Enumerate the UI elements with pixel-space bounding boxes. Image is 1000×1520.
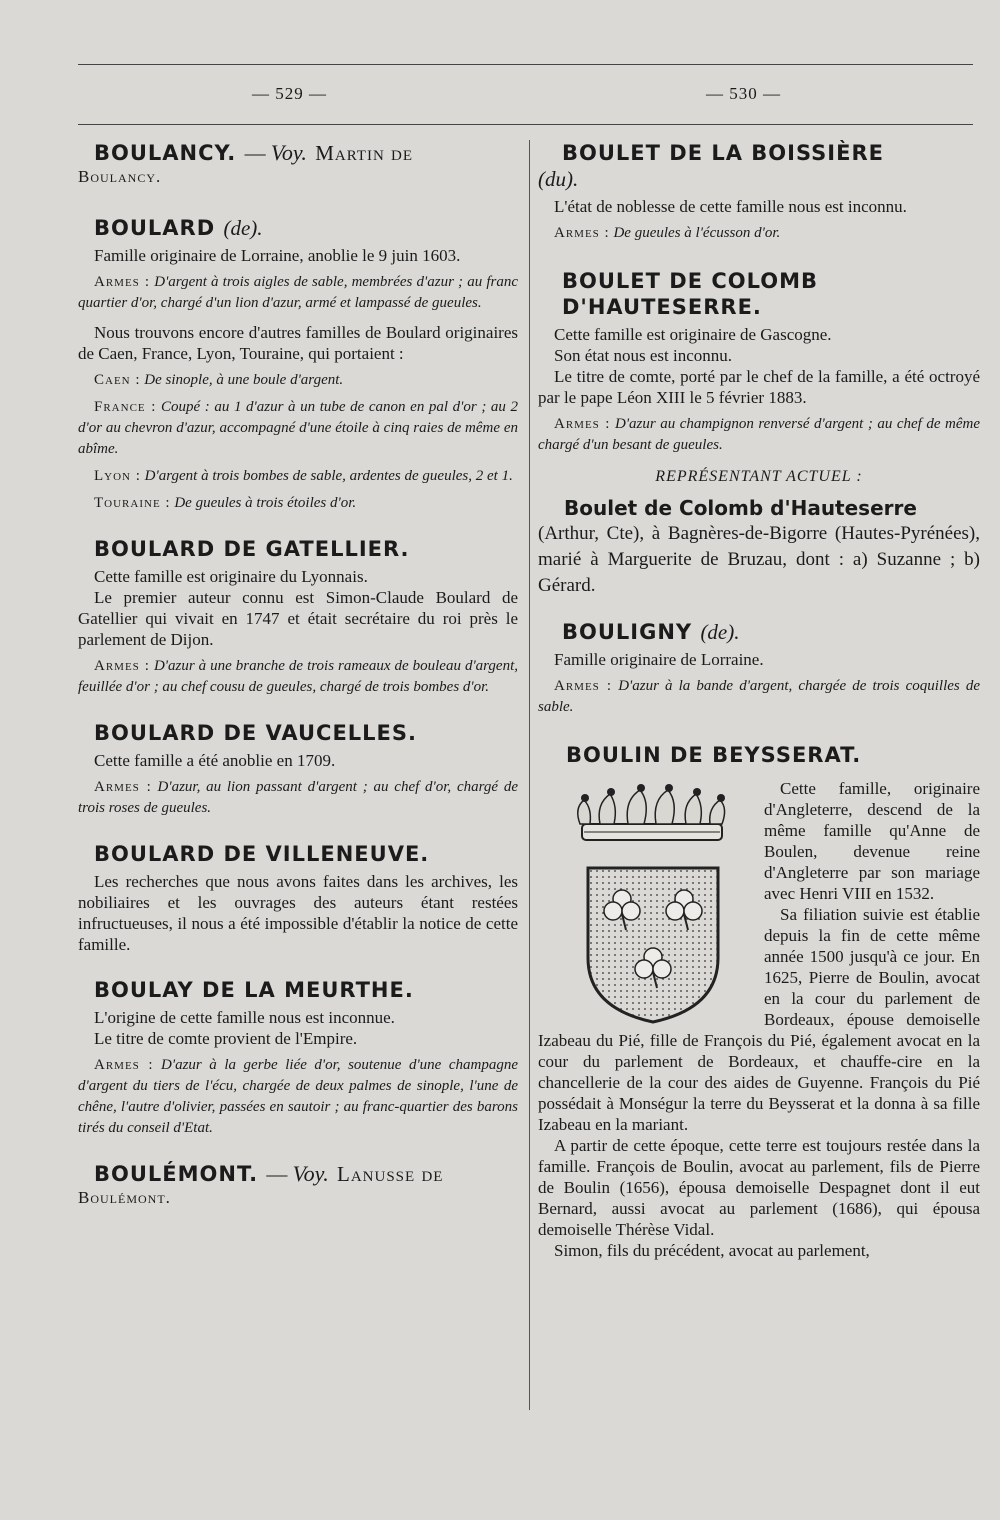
paragraph: L'origine de cette famille nous est inconnue. bbox=[94, 1008, 395, 1027]
paragraph: Cette famille est originaire de Gascogne. bbox=[554, 325, 832, 344]
page-number-left: — 529 — bbox=[252, 84, 327, 103]
arms-line bbox=[78, 1055, 518, 1139]
arms-label: Armes : bbox=[94, 658, 150, 674]
entry-boulancy bbox=[78, 140, 518, 187]
paragraph: A partir de cette époque, cette terre est toujours restée dans la famille. François de Boulin, avocat au parlement, fils de Pierre de Boulin (1656), épousa demoiselle Despagnet dont il eut Bernard, aussi avocat au parlement (1686), qui épousa demoiselle Thérèse Vidal. bbox=[538, 1136, 980, 1239]
arms-line bbox=[538, 223, 980, 244]
arms-line bbox=[538, 676, 980, 718]
heading-dash: — bbox=[244, 141, 266, 165]
entry-beysserat bbox=[538, 742, 980, 1261]
right-column bbox=[538, 140, 980, 1277]
arms-text: D'argent à trois bombes de sable, ardentes de gueules, 2 et 1. bbox=[144, 468, 513, 484]
heading-ref-continued: Boulancy. bbox=[78, 167, 162, 186]
paragraph: Cette famille est originaire du Lyonnais. bbox=[94, 567, 368, 586]
paragraph: Simon, fils du précédent, avocat au parlement, bbox=[554, 1241, 870, 1260]
left-column bbox=[78, 140, 518, 1224]
heading-dash: — bbox=[266, 1162, 288, 1186]
heading-name: BOULARD bbox=[94, 216, 216, 240]
paragraph: Le titre de comte, porté par le chef de la famille, a été octroyé par le pape Léon XIII le 5 février 1883. bbox=[538, 367, 980, 407]
entry-boulemont bbox=[78, 1161, 518, 1208]
heading-voy: Voy. bbox=[292, 1161, 329, 1186]
heading-name: BOULANCY. bbox=[94, 141, 237, 165]
arms-label: Caen : bbox=[94, 372, 141, 388]
arms-line bbox=[538, 414, 980, 456]
arms-text: D'azur, au lion passant d'argent ; au chef d'or, chargé de trois roses de gueules. bbox=[78, 779, 518, 816]
entry-heading: BOULET DE LA BOISSIÈRE bbox=[562, 141, 884, 165]
entry-boulard bbox=[78, 215, 518, 514]
representative-details: (Arthur, Cte), à Bagnères-de-Bigorre (Hautes-Pyrénées), marié à Marguerite de Bruzau, dont : a) Suzanne ; b) Gérard. bbox=[538, 523, 980, 596]
heading-name: BOULÉMONT. bbox=[94, 1162, 259, 1186]
arms-line bbox=[78, 777, 518, 819]
paragraph: Le premier auteur connu est Simon-Claude Boulard de Gatellier qui vivait en 1747 et était secrétaire du roi près le parlement de Dijon. bbox=[78, 588, 518, 649]
page-number-right: — 530 — bbox=[706, 84, 781, 103]
arms-label: Armes : bbox=[554, 416, 611, 432]
arms-label: France : bbox=[94, 399, 157, 415]
entry-heading-continued bbox=[538, 166, 980, 192]
arms-text: D'azur à une branche de trois rameaux de bouleau d'argent, feuillée d'or ; au chef cousu de gueules, chargé de trois bombes d'or. bbox=[78, 658, 519, 695]
paragraph: Sa filiation suivie est établie depuis la fin de cette même année 1500 jusqu'à ce jour. En 1625, Pierre de Boulin, avocat en la cour du parlement de Bordeaux, épouse demoiselle Izabeau du Pié, fille de François du Pié, également avocat en la cour du parlement de Bordeaux, et chauffe-cire en la chancellerie de la cour des aides de Guyenne. François du Pié possédait à Monségur la terre du Beysserat et la donna à sa fille Izabeau en la mariant. bbox=[538, 905, 980, 1134]
entry-heading: BOULARD DE VILLENEUVE. bbox=[94, 842, 430, 866]
heading-name: BOULIGNY bbox=[562, 620, 693, 644]
coat-of-arms-illustration bbox=[540, 778, 758, 1028]
arms-label: Armes : bbox=[94, 1057, 154, 1073]
paragraph: Nous trouvons encore d'autres familles de Boulard originaires de Caen, France, Lyon, Touraine, qui portaient : bbox=[78, 323, 518, 363]
heading-particle: (du). bbox=[538, 167, 579, 191]
entry-heading: BOULIN DE BEYSSERAT. bbox=[566, 743, 862, 767]
arms-label: Lyon : bbox=[94, 468, 141, 484]
paragraph: Cette famille a été anoblie en 1709. bbox=[94, 751, 336, 770]
paragraph: Famille originaire de Lorraine. bbox=[554, 650, 764, 669]
entry-heading: BOULAY DE LA MEURTHE. bbox=[94, 978, 414, 1002]
arms-line bbox=[78, 493, 518, 514]
arms-text: D'argent à trois aigles de sable, membrées d'azur ; au franc quartier d'or, chargé d'un lion d'azur, armé et lampassé de gueules. bbox=[78, 274, 518, 311]
entry-gatellier bbox=[78, 536, 518, 698]
entry-heading: BOULET DE COLOMB D'HAUTESERRE. bbox=[562, 269, 819, 319]
arms-text: D'azur à la bande d'argent, chargée de trois coquilles de sable. bbox=[538, 678, 980, 715]
arms-text: De sinople, à une boule d'argent. bbox=[144, 372, 344, 388]
top-rule bbox=[78, 64, 973, 65]
paragraph: L'état de noblesse de cette famille nous est inconnu. bbox=[554, 197, 907, 216]
arms-text: De gueules à l'écusson d'or. bbox=[613, 225, 781, 241]
entry-vaucelles bbox=[78, 720, 518, 819]
entry-heading bbox=[94, 140, 518, 166]
arms-label: Armes : bbox=[94, 779, 152, 795]
header-rule bbox=[78, 124, 973, 125]
arms-label: Armes : bbox=[554, 225, 610, 241]
entry-boissiere bbox=[538, 140, 980, 244]
arms-text: De gueules à trois étoiles d'or. bbox=[174, 495, 357, 511]
column-divider bbox=[529, 140, 530, 1410]
entry-colomb bbox=[538, 268, 980, 599]
representative-title: REPRÉSENTANT ACTUEL : bbox=[655, 468, 863, 485]
heading-voy: Voy. bbox=[270, 140, 307, 165]
coat-of-arms-icon bbox=[540, 778, 758, 1028]
entry-meurthe bbox=[78, 977, 518, 1139]
arms-text: Coupé : au 1 d'azur à un tube de canon en pal d'or ; au 2 d'or au chevron d'azur, accompagné d'une étoile à cinq raies de même en abîme. bbox=[78, 399, 519, 457]
arms-line bbox=[78, 370, 518, 391]
paragraph: Cette famille, originaire d'Angleterre, descend de la même famille qu'Anne de Boulen, devenue reine d'Angleterre par son mariage avec Henri VIII en 1532. bbox=[764, 779, 980, 903]
paragraph: Le titre de comte provient de l'Empire. bbox=[94, 1029, 358, 1048]
heading-ref: Martin de bbox=[315, 141, 414, 165]
entry-bouligny bbox=[538, 619, 980, 718]
arms-line bbox=[78, 397, 518, 460]
heading-ref: Lanusse de bbox=[337, 1162, 444, 1186]
arms-line bbox=[78, 466, 518, 487]
arms-text: D'azur à la gerbe liée d'or, soutenue d'une champagne d'argent du tiers de l'écu, chargée de deux palmes de sinople, l'une de chêne, l'autre d'olivier, passées en sautoir ; au franc-quartier des barons tirés du conseil d'Etat. bbox=[78, 1057, 518, 1136]
entry-heading bbox=[94, 215, 518, 241]
heading-particle: (de). bbox=[700, 620, 740, 644]
arms-label: Armes : bbox=[94, 274, 151, 290]
entry-heading bbox=[94, 1161, 518, 1187]
paragraph: Famille originaire de Lorraine, anoblie le 9 juin 1603. bbox=[94, 246, 461, 265]
entry-heading: BOULARD DE GATELLIER. bbox=[94, 537, 410, 561]
entry-villeneuve bbox=[78, 841, 518, 955]
arms-label: Touraine : bbox=[94, 495, 171, 511]
arms-line bbox=[78, 272, 518, 314]
arms-line bbox=[78, 656, 518, 698]
paragraph: Son état nous est inconnu. bbox=[554, 346, 733, 365]
arms-text: D'azur au champignon renversé d'argent ; au chef de même chargé d'un besant de gueules. bbox=[538, 416, 980, 453]
representative-name: Boulet de Colomb d'Hauteserre bbox=[564, 496, 917, 520]
heading-particle: (de). bbox=[223, 216, 263, 240]
arms-label: Armes : bbox=[554, 678, 613, 694]
heading-ref-continued: Boulémont. bbox=[78, 1188, 171, 1207]
entry-heading: BOULARD DE VAUCELLES. bbox=[94, 721, 417, 745]
entry-heading bbox=[562, 619, 980, 645]
paragraph: Les recherches que nous avons faites dans les archives, les nobiliaires et les ouvrages des auteurs étant restées infructueuses, il nous a été impossible d'établir la notice de cette famille. bbox=[78, 872, 518, 954]
